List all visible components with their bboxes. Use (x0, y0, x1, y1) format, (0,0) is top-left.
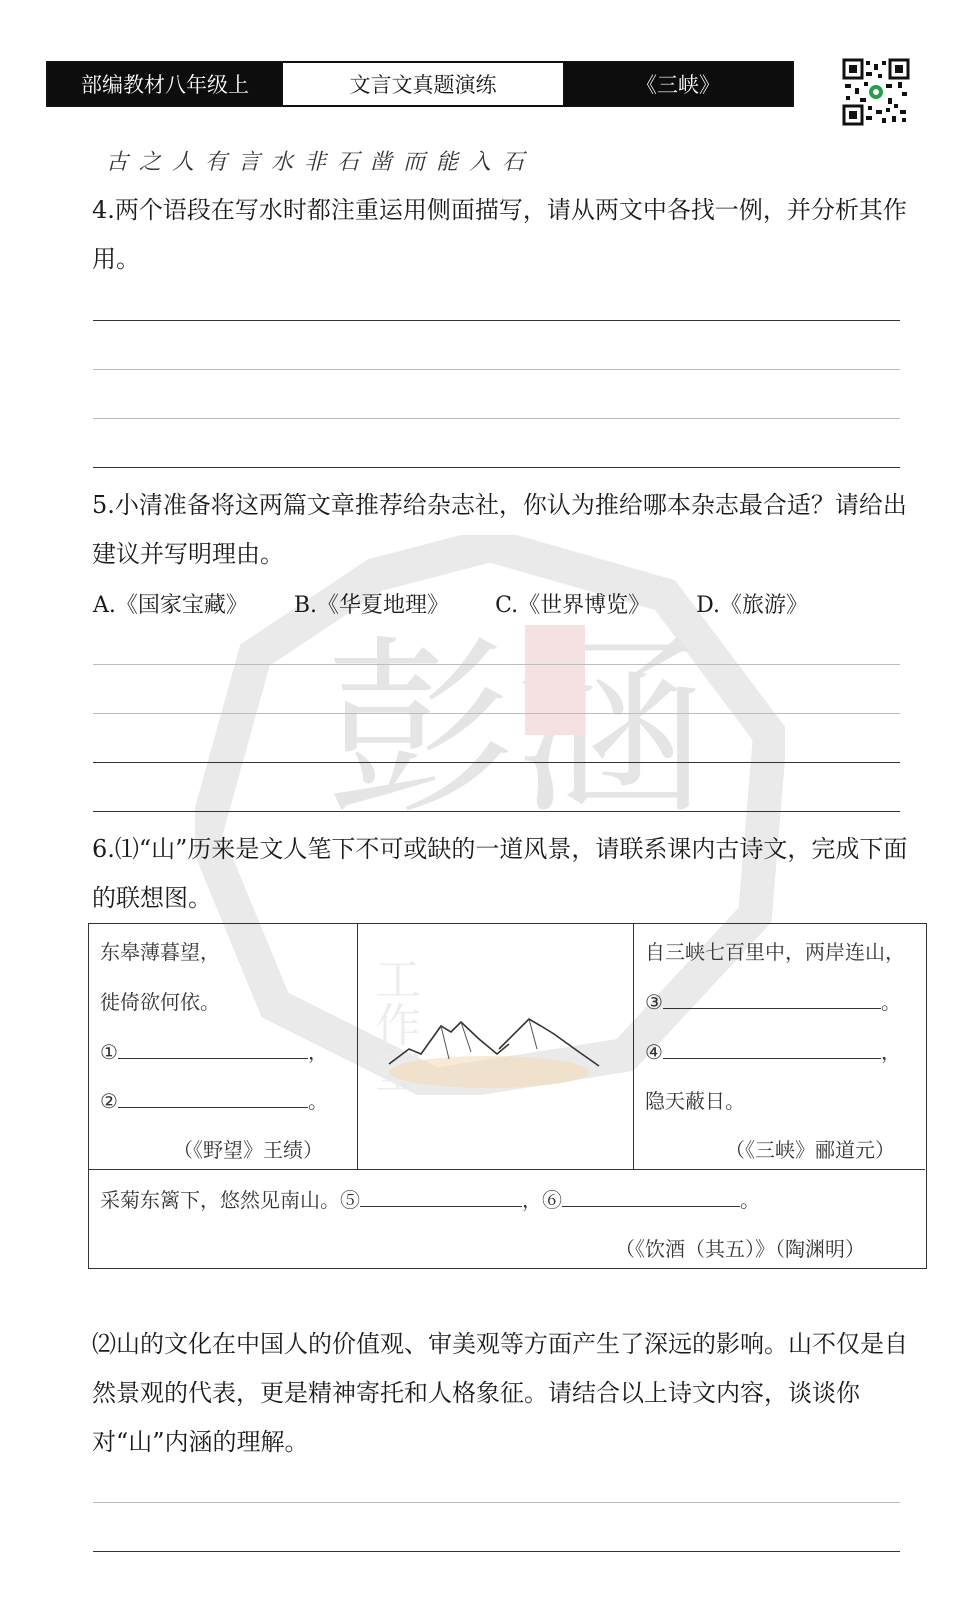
yinjiu-source: （《饮酒（其五）》（陶渊明） (615, 1237, 865, 1261)
blank-5-number: ⑤ (340, 1188, 360, 1212)
blank-3-punct: 。 (880, 990, 901, 1014)
option-b[interactable]: B.《华夏地理》 (293, 593, 450, 618)
blank-2-punct: 。 (307, 1089, 328, 1113)
header-bar (46, 61, 794, 107)
answer-line[interactable] (93, 664, 900, 665)
yinjiu-row (100, 1184, 760, 1213)
mountain-sketch-icon (379, 1004, 609, 1094)
table-divider (89, 1169, 925, 1170)
blank-1-punct: ， (307, 1040, 328, 1064)
magazine-options (93, 588, 913, 619)
blank-3-row (645, 986, 901, 1015)
answer-line[interactable] (93, 762, 900, 763)
watermark-vertical-text: 工作室 (368, 955, 422, 1093)
blank-1-number: ① (100, 1040, 118, 1064)
blank-1-row (100, 1036, 328, 1065)
association-diagram (88, 923, 927, 1269)
blank-4-punct: ， (880, 1040, 901, 1064)
question-5: 5.小清准备将这两篇文章推荐给杂志社，你认为推给哪本杂志最合适？请给出建议并写明理由。 (92, 491, 907, 568)
answer-line[interactable] (93, 467, 900, 468)
sanxia-source: （《三峡》郦道元） (725, 1138, 895, 1162)
blank-6-punct: 。 (740, 1188, 760, 1212)
qr-code-icon (842, 58, 910, 126)
blank-5-field[interactable] (360, 1184, 522, 1207)
watermark-big-char-1: 彭涵 (325, 619, 706, 840)
table-divider (633, 924, 634, 1169)
sanxia-line-1: 自三峡七百里中，两岸连山， (645, 940, 905, 964)
answer-line[interactable] (93, 713, 900, 714)
answer-line[interactable] (93, 1551, 900, 1552)
blank-6-number: ⑥ (542, 1188, 562, 1212)
calligraphy-sample: 古之人有言水非石凿而能入石 (106, 150, 536, 175)
blank-2-number: ② (100, 1089, 118, 1113)
option-a[interactable]: A.《国家宝藏》 (93, 593, 248, 618)
yewang-line-1: 东皋薄暮望， (100, 940, 220, 964)
answer-line[interactable] (93, 418, 900, 419)
blank-4-row (645, 1036, 901, 1065)
answer-line[interactable] (93, 1502, 900, 1503)
blank-2-field[interactable] (118, 1085, 308, 1108)
sanxia-line-4: 隐天蔽日。 (645, 1089, 745, 1113)
blank-5-punct: ， (522, 1188, 542, 1212)
table-divider (357, 924, 358, 1169)
question-4: 4.两个语段在写水时都注重运用侧面描写，请从两文中各找一例，并分析其作用。 (92, 196, 907, 273)
yewang-source: （《野望》王绩） (173, 1138, 323, 1162)
blank-4-field[interactable] (663, 1036, 881, 1059)
question-6-part-2: ⑵山的文化在中国人的价值观、审美观等方面产生了深远的影响。山不仅是自然景观的代表，更是精神寄托和人格象征。请结合以上诗文内容，谈谈你对“山”内涵的理解。 (92, 1330, 908, 1456)
blank-2-row (100, 1085, 328, 1114)
answer-line[interactable] (93, 811, 900, 812)
option-d[interactable]: D.《旅游》 (696, 593, 808, 618)
answer-line[interactable] (93, 369, 900, 370)
blank-4-number: ④ (645, 1040, 663, 1064)
question-6-part-1: 6.⑴“山”历来是文人笔下不可或缺的一道风景，请联系课内古诗文，完成下面的联想图。 (92, 835, 908, 912)
answer-line[interactable] (93, 320, 900, 321)
blank-3-number: ③ (645, 990, 663, 1014)
blank-1-field[interactable] (118, 1036, 308, 1059)
option-c[interactable]: C.《世界博览》 (495, 593, 651, 618)
header-exercise-title: 文言文真题演练 (282, 63, 564, 105)
blank-3-field[interactable] (663, 986, 881, 1009)
yinjiu-text: 采菊东篱下，悠然见南山。 (100, 1188, 340, 1212)
header-lesson: 《三峡》 (564, 63, 792, 105)
header-textbook: 部编教材八年级上 (48, 63, 282, 105)
yewang-line-2: 徙倚欲何依。 (100, 990, 220, 1014)
blank-6-field[interactable] (562, 1184, 740, 1207)
